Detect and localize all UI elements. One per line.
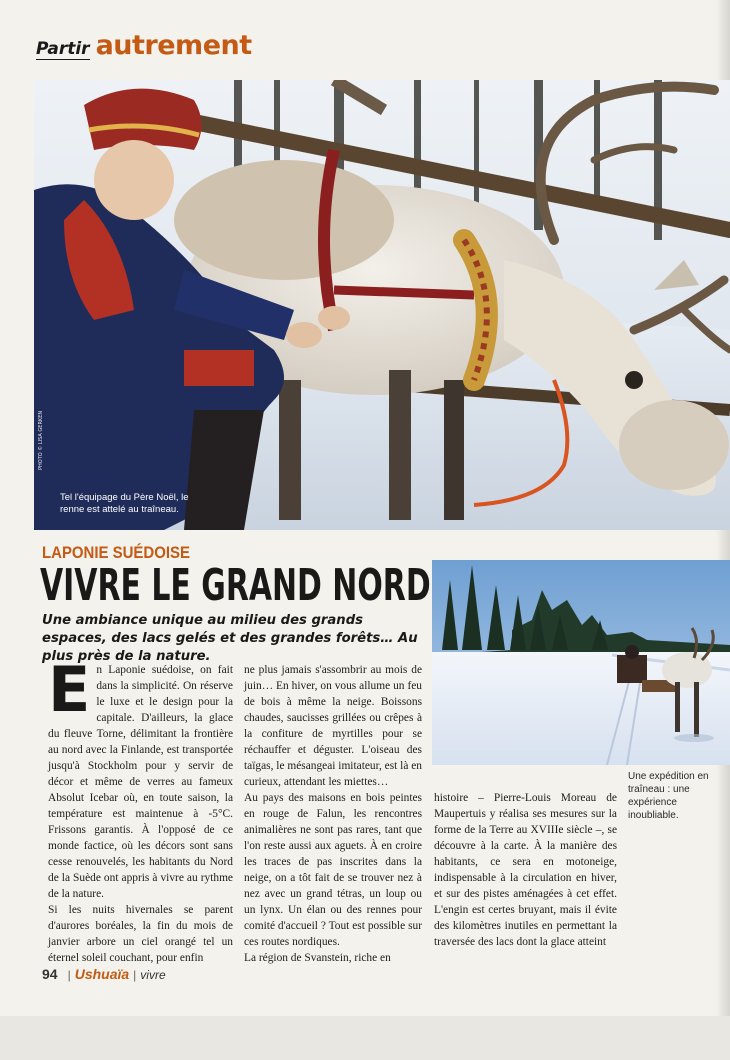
article-kicker: LAPONIE SUÉDOISE	[42, 543, 190, 562]
main-photo-caption: Tel l'équipage du Père Noël, le renne est attelé au traîneau.	[60, 492, 189, 515]
page-footer	[42, 966, 166, 982]
photo-credit: PHOTO © LISA GERKEN	[38, 410, 44, 470]
rubric-label: vivre	[140, 968, 166, 982]
paragraph: histoire – Pierre-Louis Moreau de Maupertuis y réalisa ses mesures sur la forme de la Terre au XVIIIe siècle –, se découvre à la carte. À la manière des habitants, ce sera en motoneige, indispensable à la circulation en hiver, et sur des pistes aménagées à cet effet. L'engin est certes bruyant, mais il évite des kilomètres inutiles en permettant la traversée des lacs dont la glace atteint	[434, 792, 617, 948]
footer-separator: |	[133, 968, 137, 982]
paragraph: Au pays des maisons en bois peintes en rouge de Falun, les rencontres animalières ne sont pas rares, tant que l'on reste aussi aux aguets. À en croire les traces de pas inscrites dans la neige, on a tôt fait de se trouver nez à nez avec un grand tétras, un loup ou un lynx. Un élan ou des rennes pour comité d'accueil ? Tout est possible sur ces routes nordiques.	[244, 792, 422, 948]
main-photo-reindeer-harness	[34, 80, 730, 530]
page-number: 94	[42, 966, 58, 982]
section-label-autrement: autrement	[95, 30, 252, 61]
section-header	[36, 30, 252, 61]
secondary-photo-illustration	[432, 560, 730, 765]
secondary-photo-caption: Une expédition en traîneau : une expérience inoubliable.	[628, 771, 709, 821]
article-column-1	[48, 653, 233, 966]
paragraph	[48, 653, 233, 902]
article-dek: Une ambiance unique au milieu des grands espaces, des lacs gelés et des grandes forêts… Au plus près de la nature.	[42, 613, 418, 664]
scan-bottom-strip	[0, 1016, 730, 1060]
article-column-3	[434, 790, 617, 950]
paragraph: ne plus jamais s'assombrir au mois de juin… En hiver, on vous allume un feu de bois à même la neige. Boissons chaudes, saucisses grillées ou crêpes à la confiture de myrtilles pour se réchauffer et déguster. L'oiseau des taïgas, le mésangeai imitateur, est là en curieux, attendant les miettes…	[244, 664, 422, 788]
paragraph: La région de Svanstein, riche en	[244, 952, 391, 964]
main-photo-illustration	[34, 80, 730, 530]
footer-separator: |	[67, 968, 71, 982]
secondary-photo-sled-expedition	[432, 560, 730, 765]
article-column-2	[244, 662, 422, 966]
magazine-logo: Ushuaïa	[74, 966, 130, 982]
section-label-partir: Partir	[36, 39, 90, 59]
paragraph: Si les nuits hivernales se parent d'aurores boréales, la fin du mois de janvier arbore un ciel orangé tel un éternel soleil couchant, pour enfin	[48, 904, 233, 964]
drop-cap: E	[48, 653, 91, 726]
article-headline: VIVRE LE GRAND NORD	[40, 560, 431, 611]
paragraph-text: n Laponie suédoise, on fait dans la simplicité. On réserve le luxe et le design pour la capitale. D'ailleurs, la glace du fleuve Torne, délimitant la frontière au nord avec la Finlande, est transportée jusqu'à Stockholm pour y servir de décor et même de verres au fameux Absolut Icebar où, en toute saison, la température est maintenue à -5°C. Frissons garantis. À l'opposé de ce monde factice, où les décors sont sans cesse renouvelés, les habitants du Nord de la Suède ont appris à vivre au rythme de la nature.	[48, 664, 233, 900]
